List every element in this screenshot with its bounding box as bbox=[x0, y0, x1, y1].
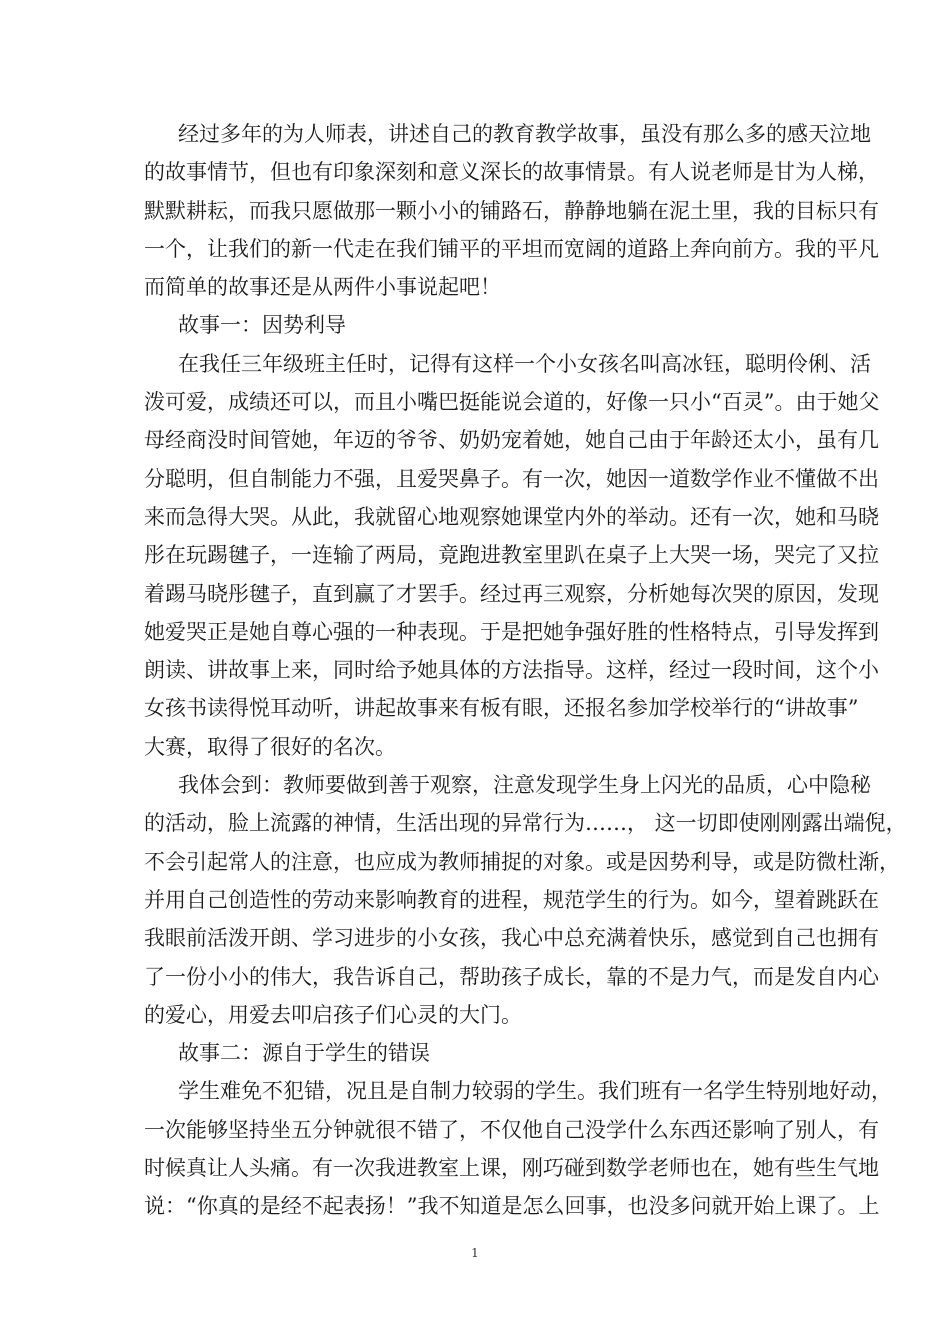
document-body bbox=[144, 115, 907, 1226]
text-line: 的故事情节，但也有印象深刻和意义深长的故事情景。有人说老师是甘为人梯， bbox=[144, 160, 879, 185]
text-line: 一次能够坚持坐五分钟就很不错了，不仅他自己没学什么东西还影响了别人，有 bbox=[144, 1117, 879, 1142]
text-line: 彤在玩踢毽子，一连输了两局，竟跑进教室里趴在桌子上大哭一场，哭完了又拉 bbox=[144, 543, 879, 568]
text-line: 我体会到：教师要做到善于观察，注意发现学生身上闪光的品质，心中隐秘 bbox=[178, 773, 871, 798]
text-line: 女孩书读得悦耳动听，讲起故事来有板有眼，还报名参加学校举行的“讲故事” bbox=[144, 696, 859, 721]
text-line: 朗读、讲故事上来，同时给予她具体的方法指导。这样，经过一段时间，这个小 bbox=[144, 658, 879, 683]
text-line: 她爱哭正是她自尊心强的一种表现。于是把她争强好胜的性格特点，引导发挥到 bbox=[144, 619, 879, 644]
text-line: 来而急得大哭。从此，我就留心地观察她课堂内外的举动。还有一次，她和马晓 bbox=[144, 504, 879, 529]
text-line: 学生难免不犯错，况且是自制力较弱的学生。我们班有一名学生特别地好动， bbox=[178, 1079, 892, 1104]
text-line: 的活动，脸上流露的神情，生活出现的异常行为……， 这一切即使刚刚露出端倪， bbox=[144, 811, 907, 836]
text-line: 泼可爱，成绩还可以，而且小嘴巴挺能说会道的，好像一只小“百灵”。由于她父 bbox=[144, 390, 880, 415]
text-line: 经过多年的为人师表，讲述自己的教育教学故事，虽没有那么多的感天泣地 bbox=[178, 122, 871, 146]
text-line: 母经商没时间管她，年迈的爷爷、奶奶宠着她，她自己由于年龄还太小，虽有几 bbox=[144, 428, 879, 453]
text-line: 说：“你真的是经不起表扬！”我不知道是怎么回事，也没多问就开始上课了。上 bbox=[144, 1194, 880, 1219]
text-line: 在我任三年级班主任时，记得有这样一个小女孩名叫高冰钰，聪明伶俐、活 bbox=[178, 351, 871, 376]
text-line: 并用自己创造性的劳动来影响教育的进程，规范学生的行为。如今，望着跳跃在 bbox=[144, 887, 879, 912]
text-line: 大赛，取得了很好的名次。 bbox=[144, 734, 396, 759]
text-line: 一个，让我们的新一代走在我们铺平的平坦而宽阔的道路上奔向前方。我的平凡 bbox=[144, 236, 879, 261]
text-line: 了一份小小的伟大，我告诉自己，帮助孩子成长，靠的不是力气，而是发自内心 bbox=[144, 964, 879, 989]
text-line: 默默耕耘，而我只愿做那一颗小小的铺路石，静静地躺在泥土里，我的目标只有 bbox=[144, 198, 879, 223]
text-line: 着踢马晓彤毽子，直到赢了才罢手。经过再三观察，分析她每次哭的原因，发现 bbox=[144, 581, 879, 606]
text-line: 故事一：因势利导 bbox=[178, 313, 346, 338]
text-line: 而简单的故事还是从两件小事说起吧！ bbox=[144, 275, 501, 300]
text-line: 我眼前活泼开朗、学习进步的小女孩，我心中总充满着快乐，感觉到自己也拥有 bbox=[144, 926, 879, 951]
text-line: 的爱心，用爱去叩启孩子们心灵的大门。 bbox=[144, 1002, 522, 1027]
text-line: 时候真让人头痛。有一次我进教室上课，刚巧碰到数学老师也在，她有些生气地 bbox=[144, 1156, 879, 1181]
text-line: 分聪明，但自制能力不强，且爱哭鼻子。有一次，她因一道数学作业不懂做不出 bbox=[144, 466, 879, 491]
text-line: 故事二：源自于学生的错误 bbox=[178, 1041, 430, 1066]
text-line: 不会引起常人的注意，也应成为教师捕捉的对象。或是因势利导，或是防微杜渐， bbox=[144, 849, 900, 874]
page-number: 1 bbox=[471, 1246, 479, 1260]
